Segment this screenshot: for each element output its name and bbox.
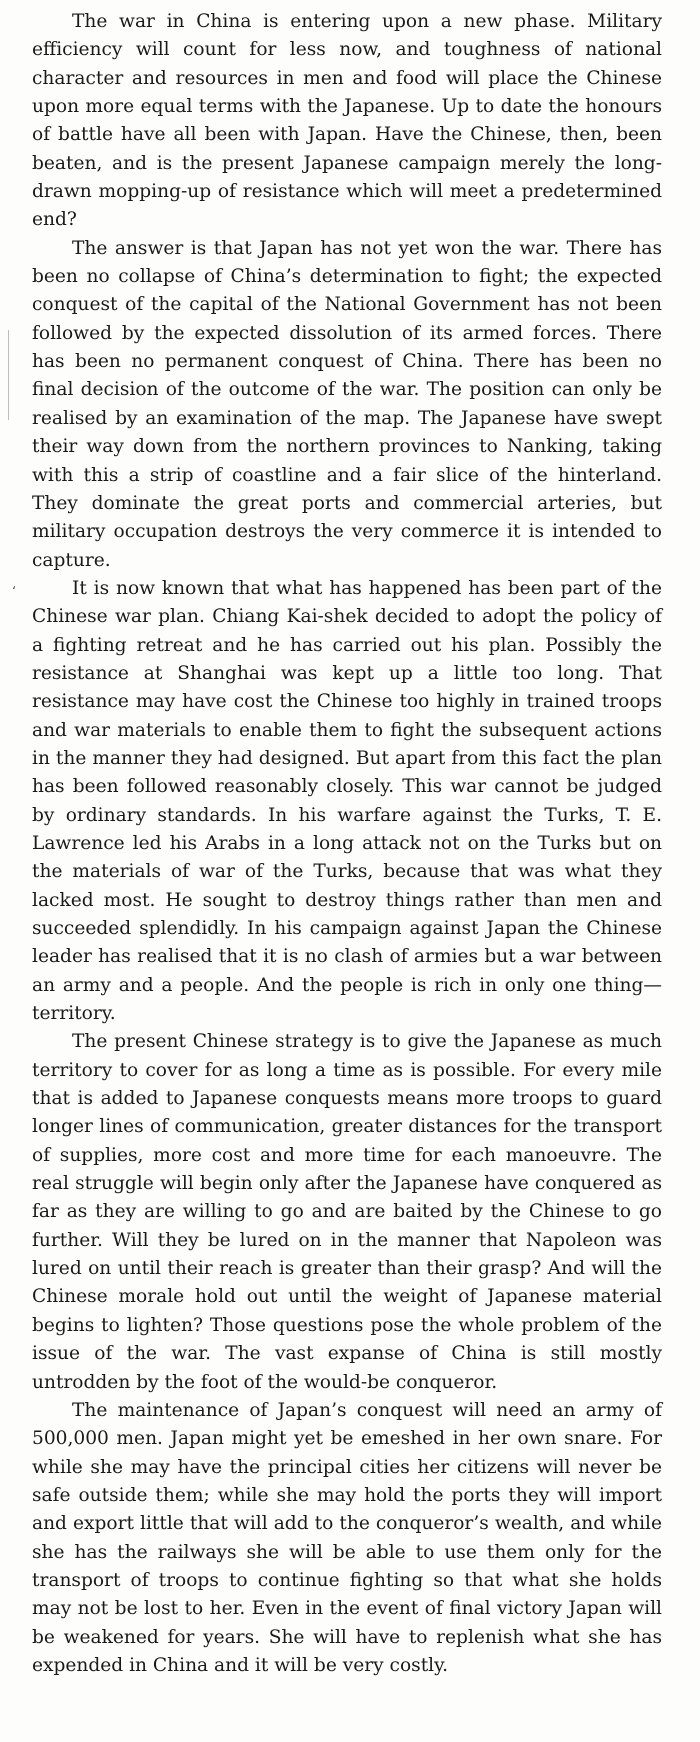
article-paragraph: The maintenance of Japan’s conquest will need an army of 500,000 men. Japan might yet be emeshed in her own snare. For while she may have the principal cities her citizens will never be safe outside them; while she may hold the ports they will import and export little that will add to the conqueror’s wealth, and while she has the railways she will be able to use them only for the transport of troops to continue fighting so that what she holds may not be lost to her. Even in the event of final victory Japan will be weakened for years. She will have to replenish what she has expended in China and it will be very costly.: [32, 1399, 662, 1676]
article-paragraph: The answer is that Japan has not yet won the war. There has been no collapse of China’s determination to fight; the expected conquest of the capital of the National Government has not been followed by the expected dissolution of its armed forces. There has been no permanent conquest of China. There has been no final decision of the outcome of the war. The position can only be realised by an examination of the map. The Japanese have swept their way down from the northern provinces to Nanking, taking with this a strip of coastline and a fair slice of the hinterland. They dominate the great ports and commercial arteries, but military occupation destroys the very commerce it is intended to capture.: [32, 237, 662, 571]
margin-rule: [8, 330, 9, 420]
ink-speck: ʻ: [12, 584, 16, 598]
article-column: [32, 8, 662, 1680]
article-paragraph: The war in China is entering upon a new phase. Military efficiency will count for less now, and toughness of national character and resources in men and food will place the Chinese upon more equal terms with the Japanese. Up to date the honours of battle have all been with Japan. Have the Chinese, then, been beaten, and is the present Japanese campaign merely the long-drawn mopping-up of resistance which will meet a predetermined end?: [32, 11, 662, 231]
article-paragraph: It is now known that what has happened has been part of the Chinese war plan. Chiang Kai-shek decided to adopt the policy of a fighting retreat and he has carried out his plan. Possibly the resistance at Shanghai was kept up a little too long. That resistance may have cost the Chinese too highly in trained troops and war materials to enable them to fight the subsequent actions in the manner they had designed. But apart from this fact the plan has been followed reasonably closely. This war cannot be judged by ordinary standards. In his warfare against the Turks, T. E. Lawrence led his Arabs in a long attack not on the Turks but on the materials of war of the Turks, because that was what they lacked most. He sought to destroy things rather than men and succeeded splendidly. In his campaign against Japan the Chinese leader has realised that it is no clash of armies but a war between an army and a people. And the people is rich in only one thing—territory.: [32, 577, 662, 1025]
article-paragraph: The present Chinese strategy is to give the Japanese as much territory to cover for as long a time as is possible. For every mile that is added to Japanese conquests means more troops to guard longer lines of communication, greater distances for the transport of supplies, more cost and more time for each manoeuvre. The real struggle will begin only after the Japanese have conquered as far as they are willing to go and are baited by the Chinese to go further. Will they be lured on in the manner that Napoleon was lured on until their reach is greater than their grasp? And will the Chinese morale hold out until the weight of Japanese material begins to lighten? Those questions pose the whole problem of the issue of the war. The vast expanse of China is still mostly untrodden by the foot of the would-be conqueror.: [32, 1031, 662, 1393]
